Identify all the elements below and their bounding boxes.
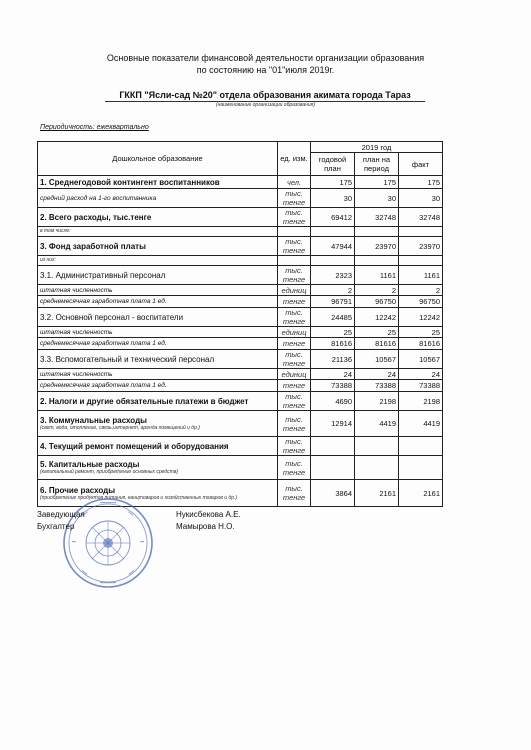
row-label: среднемесячная заработная плата 1 ед.	[38, 338, 278, 350]
row-plan	[311, 256, 355, 266]
table-row	[38, 456, 443, 480]
row-label: в том числе:	[38, 227, 278, 237]
report-date: по состоянию на "01"июля 2019г.	[196, 65, 335, 75]
table-row	[38, 380, 443, 392]
row-unit	[278, 256, 311, 266]
table-row	[38, 411, 443, 437]
row-label: 3. Фонд заработной платы	[38, 237, 278, 256]
table-row	[38, 256, 443, 266]
table-row	[38, 338, 443, 350]
row-plan: 30	[311, 189, 355, 208]
row-period: 32748	[355, 208, 399, 227]
table-row	[38, 176, 443, 189]
header-unit: ед. изм.	[278, 142, 311, 176]
header-year: 2019 год	[311, 142, 443, 153]
row-label: среднемесячная заработная плата 1 ед.	[38, 296, 278, 308]
row-plan: 21136	[311, 350, 355, 369]
row-fact: 10567	[399, 350, 443, 369]
row-period: 10567	[355, 350, 399, 369]
row-plan: 3864	[311, 480, 355, 507]
table-row	[38, 227, 443, 237]
row-unit: тыс. тенге	[278, 480, 311, 507]
row-unit: тыс. тенге	[278, 392, 311, 411]
periodicity: Периодичность: ежеквартально	[40, 124, 149, 131]
financial-table	[37, 141, 443, 507]
row-fact: 4419	[399, 411, 443, 437]
accountant-name: Мамырова Н.О.	[176, 522, 235, 531]
row-label	[38, 411, 278, 437]
row-fact: 175	[399, 176, 443, 189]
row-label: 4. Текущий ремонт помещений и оборудования	[38, 437, 278, 456]
row-plan: 81616	[311, 338, 355, 350]
row-label: среднемесячная заработная плата 1 ед.	[38, 380, 278, 392]
accountant-title: Бухгалтер	[37, 522, 75, 531]
row-fact: 24	[399, 369, 443, 380]
header-name: Дошкольное образование	[38, 142, 278, 176]
row-fact: 25	[399, 327, 443, 338]
row-plan: 25	[311, 327, 355, 338]
table-row	[38, 208, 443, 227]
row-unit: тыс. тенге	[278, 350, 311, 369]
row-plan: 96791	[311, 296, 355, 308]
row-unit: единиц	[278, 285, 311, 296]
row-fact	[399, 227, 443, 237]
row-label: средний расход на 1-го воспитанника	[38, 189, 278, 208]
row-fact: 73388	[399, 380, 443, 392]
row-plan: 73388	[311, 380, 355, 392]
row-unit: тенге	[278, 380, 311, 392]
row-fact	[399, 456, 443, 480]
row-label: 2. Налоги и другие обязательные платежи в бюджет	[38, 392, 278, 411]
row-fact: 30	[399, 189, 443, 208]
row-period: 12242	[355, 308, 399, 327]
row-note: (свет, вода, отопление, связь,интернет, аренда помещений и др.)	[40, 425, 200, 431]
row-unit: тыс. тенге	[278, 411, 311, 437]
table-row	[38, 285, 443, 296]
row-fact: 96750	[399, 296, 443, 308]
row-title: 5. Капитальные расходы	[40, 460, 140, 469]
row-period: 4419	[355, 411, 399, 437]
row-plan: 24485	[311, 308, 355, 327]
row-unit	[278, 227, 311, 237]
row-period	[355, 437, 399, 456]
row-period: 81616	[355, 338, 399, 350]
row-period: 30	[355, 189, 399, 208]
row-label: штатная численность	[38, 285, 278, 296]
row-period: 73388	[355, 380, 399, 392]
row-fact: 1161	[399, 266, 443, 285]
row-unit: тенге	[278, 296, 311, 308]
row-title: 6. Прочие расходы	[40, 485, 116, 495]
table-row	[38, 237, 443, 256]
row-period: 23970	[355, 237, 399, 256]
row-period: 24	[355, 369, 399, 380]
table-row	[38, 437, 443, 456]
header-fact: факт	[399, 153, 443, 176]
table-row	[38, 189, 443, 208]
row-fact: 12242	[399, 308, 443, 327]
row-plan: 2	[311, 285, 355, 296]
row-note: (приобретение продуктов питания, канцтоваров и хозяйственных товаров и др.)	[40, 494, 238, 501]
head-title: Заведующая	[37, 510, 85, 519]
row-label: 1. Среднегодовой контингент воспитанников	[38, 176, 278, 189]
row-period: 25	[355, 327, 399, 338]
row-plan	[311, 456, 355, 480]
row-period	[355, 456, 399, 480]
row-period: 175	[355, 176, 399, 189]
row-plan: 4690	[311, 392, 355, 411]
header-plan-year: годовой план	[311, 153, 355, 176]
row-fact	[399, 437, 443, 456]
row-note: (капитальный ремонт, приобретение основных средств)	[40, 469, 179, 475]
row-fact: 32748	[399, 208, 443, 227]
row-label: штатная численность	[38, 369, 278, 380]
report-title: Основные показатели финансовой деятельности организации образования	[106, 53, 425, 63]
table-row	[38, 327, 443, 338]
row-unit: тыс. тенге	[278, 456, 311, 480]
row-unit: тенге	[278, 338, 311, 350]
row-plan: 2323	[311, 266, 355, 285]
row-label: из них:	[38, 256, 278, 266]
organization-name: ГККП "Ясли-сад №20" отдела образования акимата города Тараз	[119, 90, 411, 100]
row-unit: тыс. тенге	[278, 266, 311, 285]
row-period	[355, 256, 399, 266]
row-plan	[311, 437, 355, 456]
row-period: 2198	[355, 392, 399, 411]
row-plan: 47944	[311, 237, 355, 256]
row-period: 1161	[355, 266, 399, 285]
row-fact	[399, 256, 443, 266]
row-label: 3.3. Вспомогательный и технический персонал	[38, 350, 278, 369]
row-plan: 175	[311, 176, 355, 189]
row-unit: тыс. тенге	[278, 208, 311, 227]
row-label: 3.2. Основной персонал - воспитатели	[38, 308, 278, 327]
row-unit: тыс. тенге	[278, 237, 311, 256]
row-plan: 12914	[311, 411, 355, 437]
row-unit: единиц	[278, 369, 311, 380]
row-fact: 2	[399, 285, 443, 296]
table-row	[38, 308, 443, 327]
row-label	[38, 456, 278, 480]
table-row	[38, 266, 443, 285]
row-unit: тыс. тенге	[278, 308, 311, 327]
row-fact: 2198	[399, 392, 443, 411]
head-name: Нукисбекова А.Е.	[176, 510, 241, 519]
row-title: 3. Коммунальные расходы	[40, 416, 147, 425]
row-period: 2	[355, 285, 399, 296]
row-plan	[311, 227, 355, 237]
header-plan-period: план на период	[355, 153, 399, 176]
table-row	[38, 350, 443, 369]
row-plan: 69412	[311, 208, 355, 227]
table-row	[38, 392, 443, 411]
row-period: 2161	[355, 480, 399, 507]
row-period	[355, 227, 399, 237]
row-label: 3.1. Административный персонал	[38, 266, 278, 285]
row-unit: единиц	[278, 327, 311, 338]
row-unit: чел.	[278, 176, 311, 189]
row-fact: 81616	[399, 338, 443, 350]
row-unit: тыс. тенге	[278, 189, 311, 208]
row-fact: 23970	[399, 237, 443, 256]
row-fact: 2161	[399, 480, 443, 507]
table-row	[38, 296, 443, 308]
row-plan: 24	[311, 369, 355, 380]
organization-note: (наименование организации образования)	[215, 102, 316, 108]
table-row	[38, 369, 443, 380]
row-period: 96750	[355, 296, 399, 308]
row-unit: тыс. тенге	[278, 437, 311, 456]
row-label: штатная численность	[38, 327, 278, 338]
row-label: 2. Всего расходы, тыс.тенге	[38, 208, 278, 227]
